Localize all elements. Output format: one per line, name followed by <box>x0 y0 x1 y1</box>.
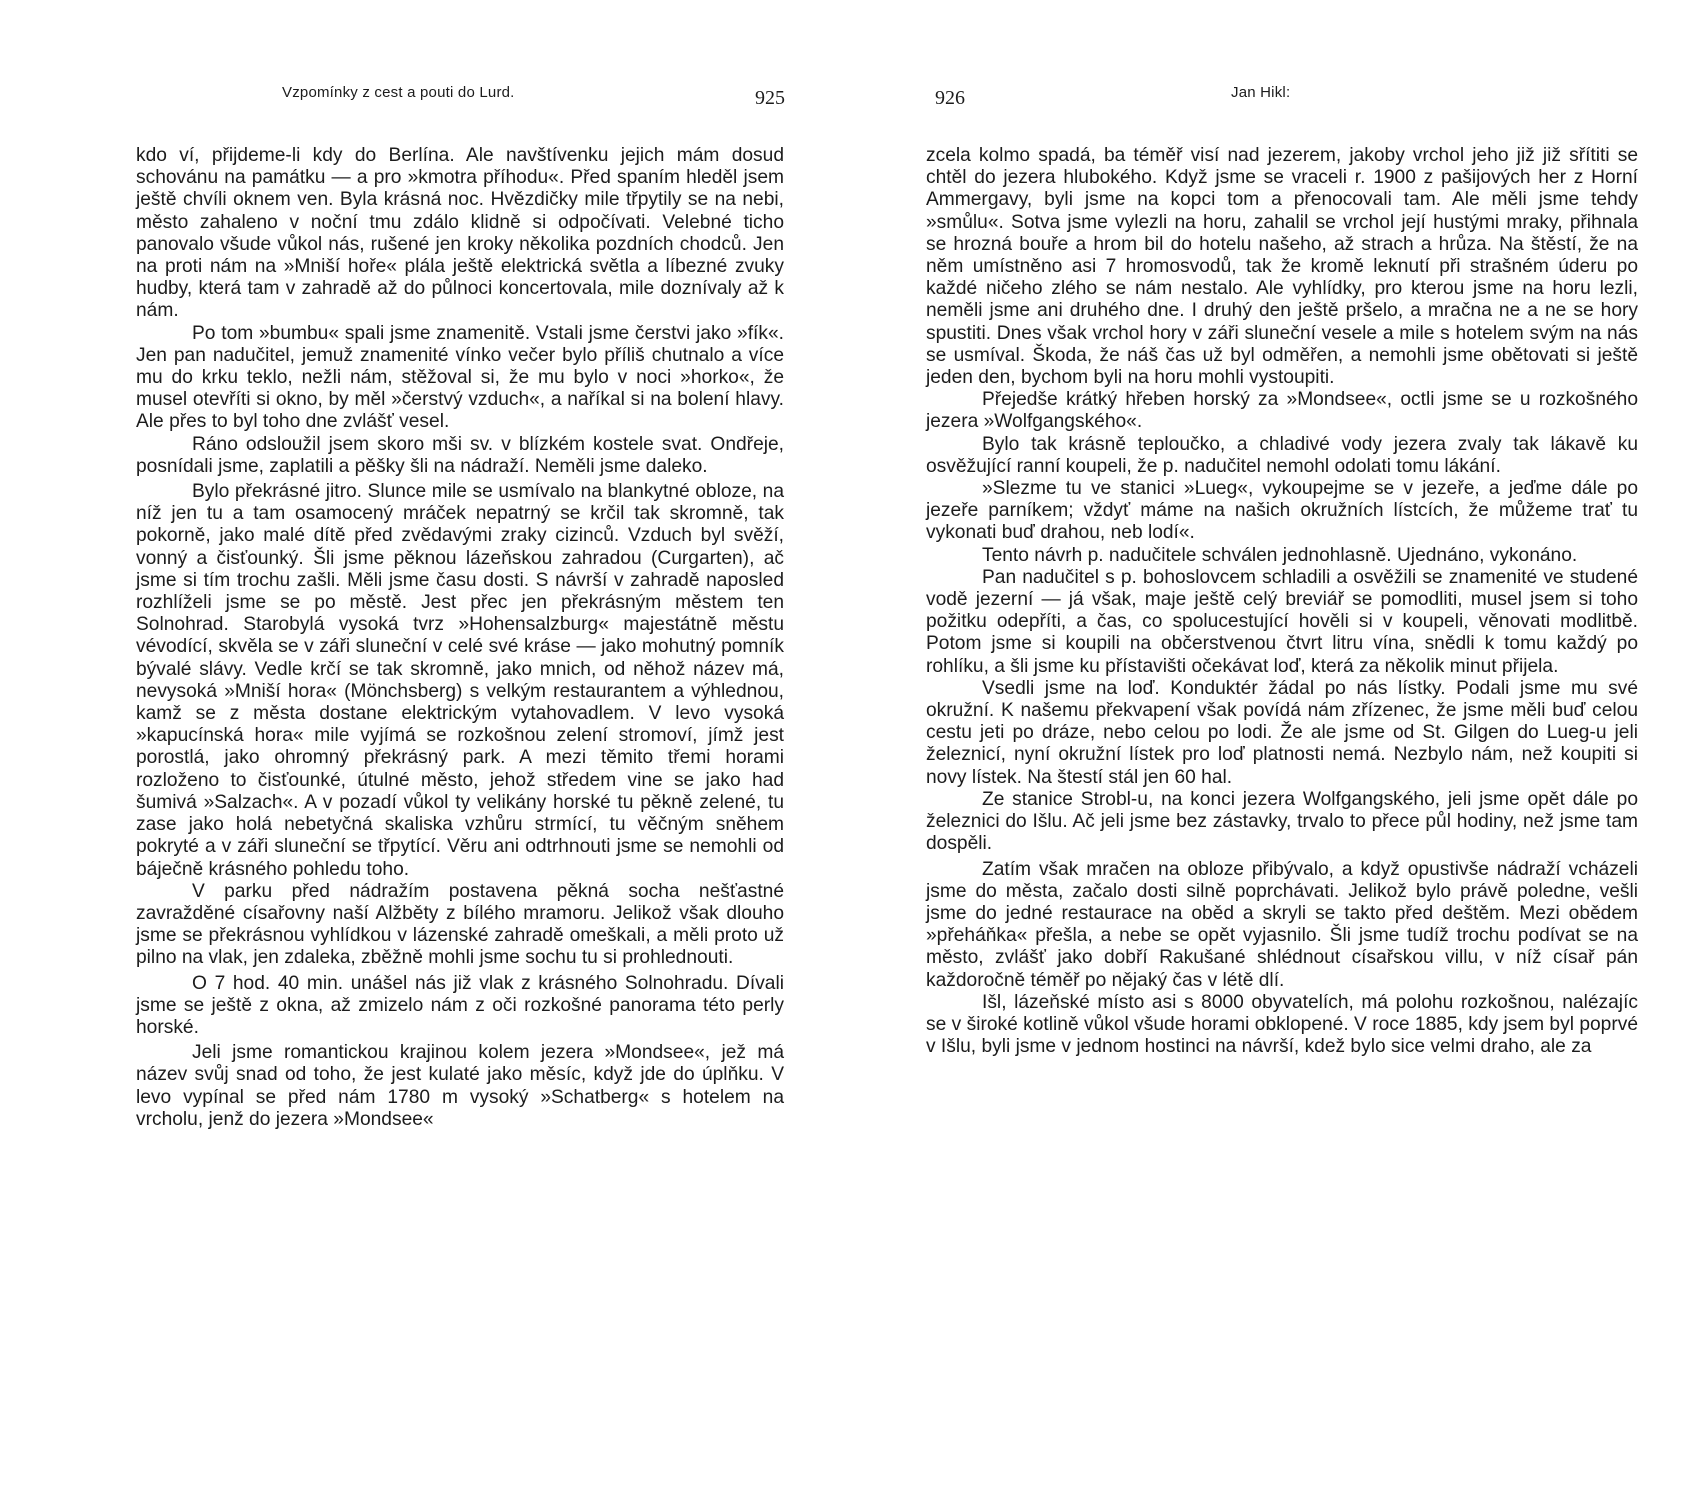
paragraph: Ze stanice Strobl-u, na konci jezera Wolfgangského, jeli jsme opět dále po železnici do Išlu. Ač jeli jsme bez zástavky, trvalo to přece půl hodiny, než jsme tam dospěli. <box>926 788 1638 855</box>
paragraph: Ráno odsloužil jsem skoro mši sv. v blízkém kostele svat. Ondřeje, posnídali jsme, zaplatili a pěšky šli na nádraží. Neměli jsme daleko. <box>136 433 784 477</box>
paragraph: Jeli jsme romantickou krajinou kolem jezera »Mondsee«, jež má název svůj snad od toho, že jest kulaté jako měsíc, když jde do úplňku. V levo vypínal se před nám 1780 m vysoký »Schatberg« s hotelem na vrcholu, jenž do jezera »Mondsee« <box>136 1042 784 1130</box>
right-page <box>853 0 1706 1500</box>
paragraph: kdo ví, přijdeme-li kdy do Berlína. Ale navštívenku jejich mám dosud schovánu na památku — a pro »kmotra příhodu«. Před spaním hleděl jsem ještě chvíli oknem ven. Byla krásná noc. Hvězdičky mile třpytily se na nebi, město zahaleno v noční tmu zdálo klidně si odpočívati. Velebné ticho panovalo všude vůkol nás, rušené jen kroky několika pozdních chodců. Jen na proti nám na »Mniší hoře« plála ještě elektrická světla a líbezné zvuky hudby, která tam v zahradě až do půlnoci koncertovala, mile doznívaly až k nám. <box>136 145 784 322</box>
paragraph: »Slezme tu ve stanici »Lueg«, vykoupejme se v jezeře, a jeďme dále po jezeře parníkem; vždyť máme na našich okružních lístcích, že můžeme trať tu vykonati buď drahou, neb lodí«. <box>926 478 1638 544</box>
paragraph: Přejedše krátký hřeben horský za »Mondsee«, octli jsme se u rozkošného jezera »Wolfgangského«. <box>926 389 1638 433</box>
paragraph: Bylo tak krásně teploučko, a chladivé vody jezera zvaly tak lákavě ku osvěžující ranní koupeli, že p. nadučitel nemohl odolati tomu lákání. <box>926 433 1638 477</box>
running-header: Vzpomínky z cest a pouti do Lurd. <box>282 84 515 101</box>
page-number: 925 <box>755 87 785 109</box>
paragraph: Tento návrh p. nadučitele schválen jednohlasně. Ujednáno, vykonáno. <box>982 544 1578 566</box>
paragraph: Bylo překrásné jitro. Slunce mile se usmívalo na blankytné obloze, na níž jen tu a tam osamocený mráček nepatrný se krčil tak skromně, tak pokorně, jako malé dítě před zvědavými zraky cizinců. Vzduch byl svěží, vonný a čisťounký. Šli jsme pěknou lázeňskou zahradou (Curgarten), ač jsme si tím trochu zašli. Měli jsme času dosti. S návrší v zahradě naposled rozhlíželi jsme se po městě. Jest přec jen překrásným městem ten Solnohrad. Starobylá vysoká tvrz »Hohensalzburg« majestátně městu vévodící, skvěla se v záři sluneční v celé své kráse — jako mohutný pomník bývalé slávy. Vedle krčí se tak skromně, jako mnich, od něhož název má, nevysoká »Mniší hora« (Mönchsberg) s velkým restaurantem a výhlednou, kamž se z města dostane elektrickým vytahovadlem. V levo vysoká »kapucínská hora« mile vyjímá se rozkošnou zelení stromoví, jímž jest porostlá, jako ohromný překrásný park. A mezi těmito třemi horami rozloženo to čisťounké, útulné město, jehož středem vine se jako had šumivá »Salzach«. A v pozadí vůkol ty velikány horské tu pěkně zelené, tu zase jako holá nebetyčná skaliska vzhůru strmící, tu věčným sněhem pokryté a v záři sluneční se třpytící. Věru ani odtrhnouti jsme se nemohli od báječně krásného pohledu toho. <box>136 481 784 880</box>
page-number: 926 <box>935 87 965 109</box>
paragraph: Pan nadučitel s p. bohoslovcem schladili a osvěžili se znamenité ve studené vodě jezerní — já však, maje ještě celý breviář se pomodliti, musel jsem si toho požitku odepříti, a čas, co spolucestující hověli si v koupeli, věnovati modlitbě. Potom jsme si koupili na občerstvenou čtvrt litru vína, snědli k tomu každý po rohlíku, a šli jsme ku přístavišti očekávat loď, která za několik minut přijela. <box>926 566 1638 677</box>
running-header: Jan Hikl: <box>1231 84 1291 101</box>
paragraph: Zatím však mračen na obloze přibývalo, a když opustivše nádraží vcházeli jsme do města, začalo dosti silně poprchávati. Jelikož bylo právě poledne, vešli jsme do jedné restaurace na oběd a skryli se takto před deštěm. Mezi obědem »přeháňka« přešla, a nebe se opět vyjasnilo. Šli jsme tudíž trochu podívat se na město, zvlášť jako dobří Rakušané shlédnout císařskou villu, v níž císař pán každoročně téměř po nějaký čas v létě dlí. <box>926 858 1638 991</box>
page-body <box>136 145 784 1131</box>
paragraph: zcela kolmo spadá, ba téměř visí nad jezerem, jakoby vrchol jeho již již sřítiti se chtěl do jezera hlubokého. Když jsme se vraceli r. 1900 z pašijových her z Horní Ammergavy, byli jsme na kopci tom a přenocovali tam. Ale měli jsme tehdy »smůlu«. Sotva jsme vylezli na horu, zahalil se vrchol její hustými mraky, přihnala se hrozná bouře a hrom bil do hotelu našeho, až strach a hrůza. Na štěstí, že na něm umístněno asi 7 hromosvodů, tak že kromě leknutí při strašném úderu po každé ničeho zlého se nám nestalo. Ale vyhlídky, pro kterou jsme na horu lezli, neměli jsme ani druhého dne. I druhý den ještě pršelo, a mračna ne a ne se hory spustiti. Dnes však vrchol hory v záři sluneční vesele a mile s hotelem svým na nás se usmíval. Škoda, že náš čas už byl odměřen, a nemohli jsme obětovati si ještě jeden den, bychom byli na horu mohli vystoupiti. <box>926 145 1638 389</box>
paragraph: Išl, lázeňské místo asi s 8000 obyvatelích, má polohu rozkošnou, nalézajíc se v široké kotlině vůkol všude horami obklopené. V roce 1885, kdy jsem byl poprvé v Išlu, byli jsme v jednom hostinci na návrší, kdež bylo sice velmi draho, ale za <box>926 991 1638 1058</box>
page-body <box>926 145 1638 1058</box>
paragraph: V parku před nádražím postavena pěkná socha nešťastné zavražděné císařovny naší Alžběty z bílého mramoru. Jelikož však dlouho jsme se překrásnou vyhlídkou v lázenské zahradě omeškali, a měli proto už pilno na vlak, jen zdaleka, zběžně mohli jsme sochu tu si prohlednouti. <box>136 880 784 969</box>
paragraph: O 7 hod. 40 min. unášel nás již vlak z krásného Solnohradu. Dívali jsme se ještě z okna, až zmizelo nám z oči rozkošné panorama této perly horské. <box>136 972 784 1038</box>
paragraph: Po tom »bumbu« spali jsme znamenitě. Vstali jsme čerstvi jako »fík«. Jen pan nadučitel, jemuž znamenité vínko večer bylo příliš chutnalo a více mu do krku teklo, nežli nám, stěžoval si, že mu bylo v noci »horko«, že musel otevříti si okno, by měl »čerstvý vzduch«, a naříkal si na bolení hlavy. Ale přes to byl toho dne zvlášť vesel. <box>136 322 784 433</box>
paragraph: Vsedli jsme na loď. Konduktér žádal po nás lístky. Podali jsme mu své okružní. K našemu překvapení však povídá nám zřízenec, že jsme měli buď celou cestu jeti po dráze, nebo celou po lodi. Že ale jsme od St. Gilgen do Lueg-u jeli železnicí, nyní okružní lístek pro loď platnosti nemá. Nezbylo nám, než koupiti si novy lístek. Na štestí stál jen 60 hal. <box>926 677 1638 788</box>
